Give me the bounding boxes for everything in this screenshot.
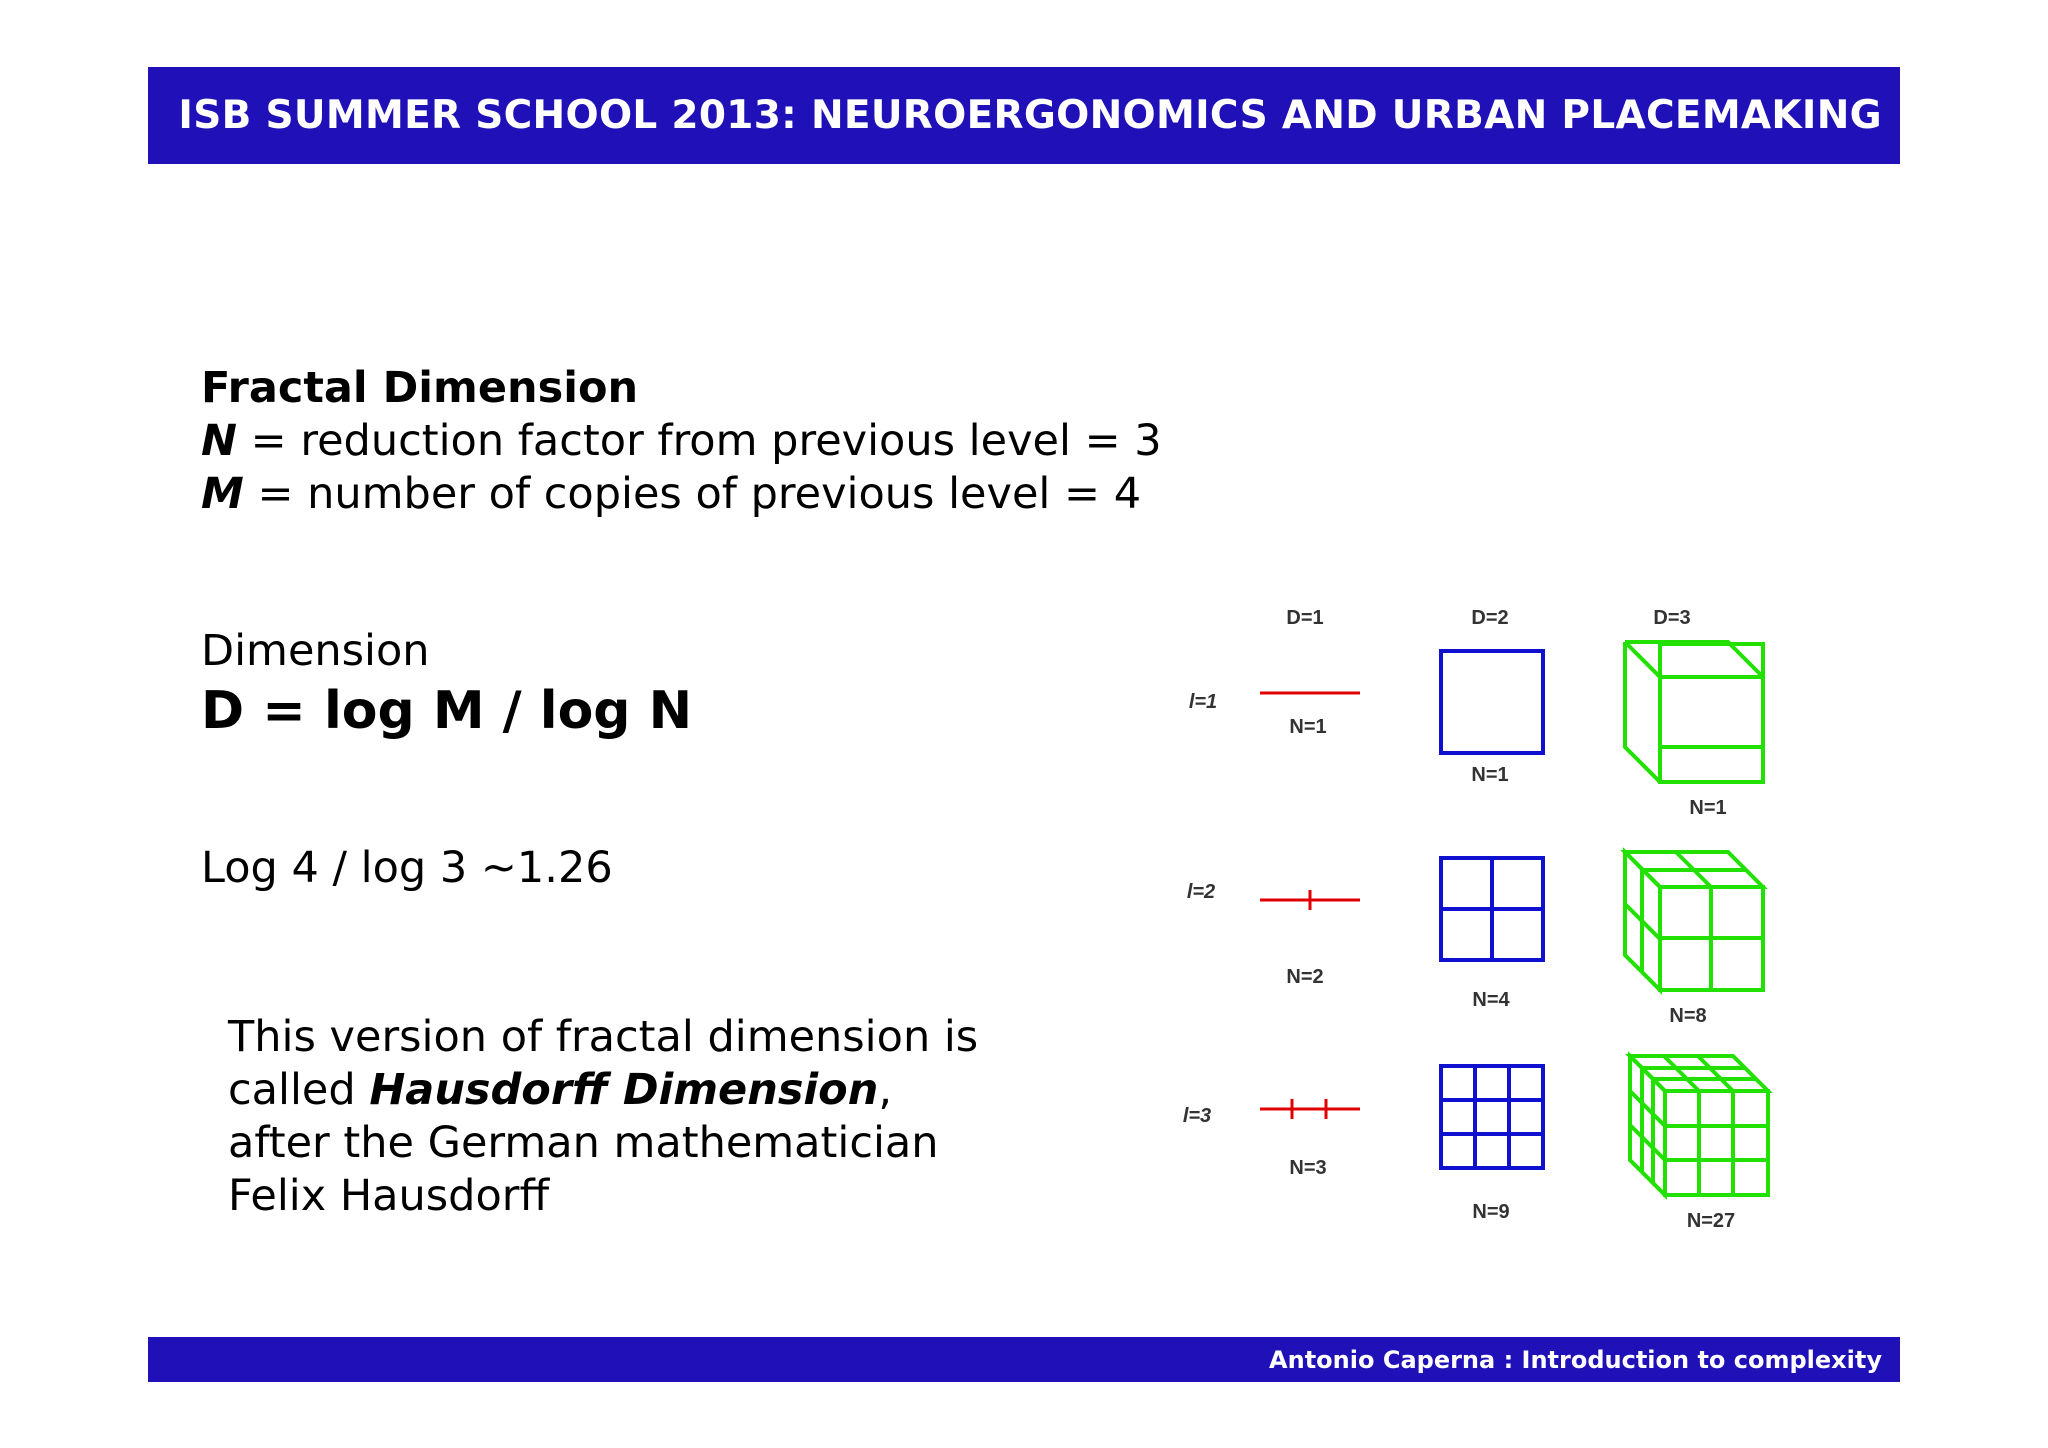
hausdorff-note xyxy=(228,1011,978,1223)
square-level-3 xyxy=(1441,1066,1543,1168)
m-definition-line xyxy=(201,468,1162,521)
count-d3-l2: N=8 xyxy=(1669,1005,1707,1027)
cube-level-2 xyxy=(1625,852,1763,990)
note-line-3: after the German mathematician xyxy=(228,1118,939,1168)
fractal-definition-block xyxy=(201,362,1162,521)
footer-bar xyxy=(148,1337,1900,1382)
square-level-1 xyxy=(1441,651,1543,753)
footer-text: Antonio Caperna : Introduction to complexity xyxy=(1269,1346,1882,1374)
cube-level-3 xyxy=(1630,1056,1768,1195)
row-label-l2: l=2 xyxy=(1186,881,1216,903)
dimension-scaling-diagram xyxy=(1160,590,1800,1310)
count-d3-l3: N=27 xyxy=(1686,1210,1736,1232)
cube-level-1 xyxy=(1625,642,1763,782)
count-d1-l2: N=2 xyxy=(1286,966,1324,988)
note-line-1: This version of fractal dimension is xyxy=(228,1012,979,1062)
header-title: ISB SUMMER SCHOOL 2013: NEUROERGONOMICS AND URBAN PLACEMAKING xyxy=(178,93,1882,138)
section-heading: Fractal Dimension xyxy=(201,363,639,413)
line-segment-level-3 xyxy=(1260,1099,1360,1119)
line-segment-level-2 xyxy=(1260,890,1360,910)
count-d2-l2: N=4 xyxy=(1472,989,1510,1011)
column-header-d2: D=2 xyxy=(1471,607,1509,629)
count-d3-l1: N=1 xyxy=(1689,797,1727,819)
column-header-d1: D=1 xyxy=(1286,607,1324,629)
count-d2-l1: N=1 xyxy=(1471,764,1509,786)
count-d1-l1: N=1 xyxy=(1289,716,1327,738)
n-definition-line xyxy=(201,415,1162,468)
dimension-label: Dimension xyxy=(201,626,430,676)
result-text: Log 4 / log 3 ~1.26 xyxy=(201,843,613,893)
hausdorff-dimension-term: Hausdorff Dimension xyxy=(369,1065,879,1115)
count-d1-l3: N=3 xyxy=(1289,1157,1327,1179)
note-line-2 xyxy=(228,1064,978,1117)
note-line-2-suffix: , xyxy=(878,1065,892,1115)
dimension-block xyxy=(201,625,692,744)
n-symbol: N xyxy=(201,416,237,466)
note-line-2-prefix: called xyxy=(228,1065,370,1115)
note-line-4: Felix Hausdorff xyxy=(228,1171,550,1221)
column-header-d3: D=3 xyxy=(1653,607,1691,629)
count-d2-l3: N=9 xyxy=(1472,1201,1510,1223)
row-label-l1: l=1 xyxy=(1188,691,1218,713)
square-level-2 xyxy=(1441,858,1543,960)
header-bar xyxy=(148,67,1900,164)
row-label-l3: l=3 xyxy=(1182,1105,1212,1127)
n-definition: = reduction factor from previous level = 3 xyxy=(250,416,1162,466)
m-definition: = number of copies of previous level = 4 xyxy=(257,469,1142,519)
dimension-formula: D = log M / log N xyxy=(201,681,693,741)
m-symbol: M xyxy=(201,469,244,519)
